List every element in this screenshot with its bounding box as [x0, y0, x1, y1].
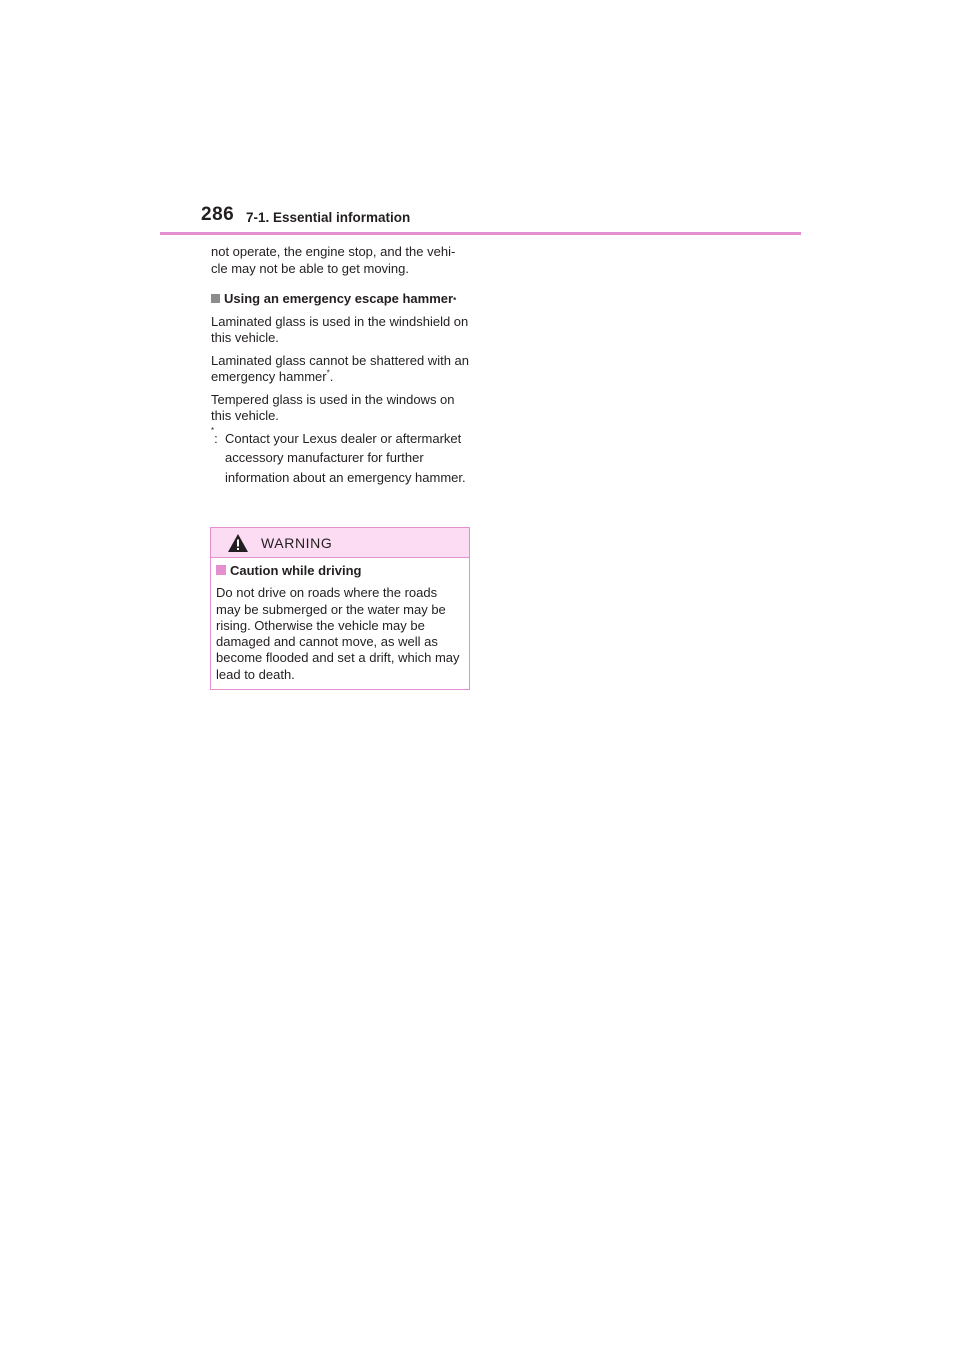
- section-subheading: Using an emergency escape hammer *: [211, 291, 471, 308]
- pink-square-bullet-icon: [216, 565, 226, 575]
- warning-subheading-text: Caution while driving: [230, 563, 362, 578]
- page-header: [160, 200, 801, 236]
- warning-text: Do not drive on roads where the roads may be submerged or the water may be rising. Otherwise the vehicle may be damaged and cannot move, as well as become flooded and set a drift, which may lead to death.: [216, 585, 460, 682]
- footnote-text: Contact your Lexus dealer or aftermarket accessory manufacturer for further information about an emergency hammer.: [225, 430, 466, 485]
- paragraph-laminated-asterisk: *: [326, 368, 330, 378]
- main-content: [211, 244, 471, 487]
- header-divider: [160, 232, 801, 235]
- paragraph-windshield: Laminated glass is used in the windshield on this vehicle.: [211, 313, 469, 345]
- intro-paragraph: not operate, the engine stop, and the vehi-cle may not be able to get moving.: [211, 244, 456, 276]
- footnote-marker: [211, 426, 218, 449]
- paragraph-laminated-text: Laminated glass cannot be shattered with an emergency hammer: [211, 352, 470, 384]
- paragraph-laminated: [211, 353, 471, 386]
- warning-header: [211, 528, 469, 558]
- subheading-text: Using an emergency escape hammer: [224, 291, 454, 306]
- square-bullet-icon: [211, 294, 220, 303]
- footnote-colon: :: [214, 430, 218, 446]
- footnote-asterisk: *: [211, 426, 215, 436]
- warning-box: [210, 527, 470, 690]
- paragraph-laminated-period: .: [329, 369, 334, 384]
- paragraph-tempered: Tempered glass is used in the windows on this vehicle.: [211, 391, 455, 423]
- section-title: 7-1. Essential information: [246, 210, 411, 225]
- warning-triangle-icon: [227, 533, 249, 553]
- footnote: [211, 426, 471, 488]
- page-number: 286: [201, 204, 235, 225]
- warning-body: [211, 558, 469, 683]
- warning-subheading: [216, 563, 464, 579]
- warning-title: WARNING: [261, 535, 333, 551]
